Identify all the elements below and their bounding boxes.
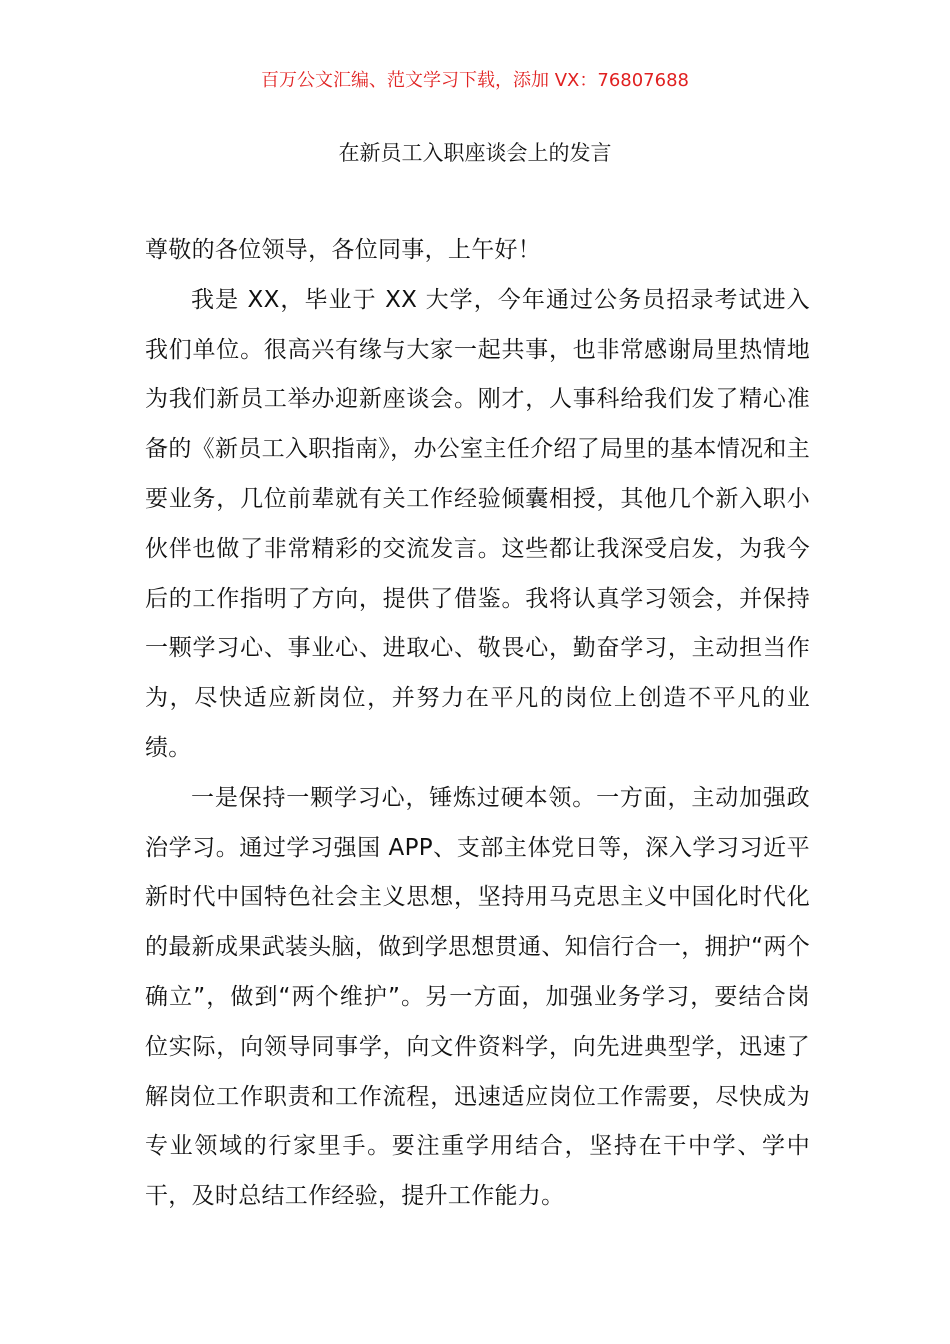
paragraph-learning-mindset: 一是保持一颗学习心，锤炼过硬本领。一方面，主动加强政治学习。通过学习强国 APP、支部主体党日等，深入学习习近平新时代中国特色社会主义思想，坚持用马克思主义中国化时代化的最新成果武装头脑，做到学思想贯通、知信行合一，拥护“两个确立”，做到“两个维护”。另一方面，加强业务学习，要结合岗位实际，向领导同事学，向文件资料学，向先进典型学，迅速了解岗位工作职责和工作流程，迅速适应岗位工作需要，尽快成为专业领域的行家里手。要注重学用结合，坚持在干中学、学中干，及时总结工作经验，提升工作能力。 [145,784,810,1210]
document-body [145,226,810,1222]
header-promo-note: 百万公文汇编、范文学习下载，添加 VX：76807688 [261,70,689,91]
greeting-line: 尊敬的各位领导，各位同事，上午好！ [145,237,542,263]
document-title: 在新员工入职座谈会上的发言 [338,141,612,165]
paragraph-introduction: 我是 XX，毕业于 XX 大学，今年通过公务员招录考试进入我们单位。很高兴有缘与大家一起共事，也非常感谢局里热情地为我们新员工举办迎新座谈会。刚才，人事科给我们发了精心准备的《新员工入职指南》，办公室主任介绍了局里的基本情况和主要业务，几位前辈就有关工作经验倾囊相授，其他几个新入职小伙伴也做了非常精彩的交流发言。这些都让我深受启发，为我今后的工作指明了方向，提供了借鉴。我将认真学习领会，并保持一颗学习心、事业心、进取心、敬畏心，勤奋学习，主动担当作为，尽快适应新岗位，并努力在平凡的岗位上创造不平凡的业绩。 [145,286,810,761]
